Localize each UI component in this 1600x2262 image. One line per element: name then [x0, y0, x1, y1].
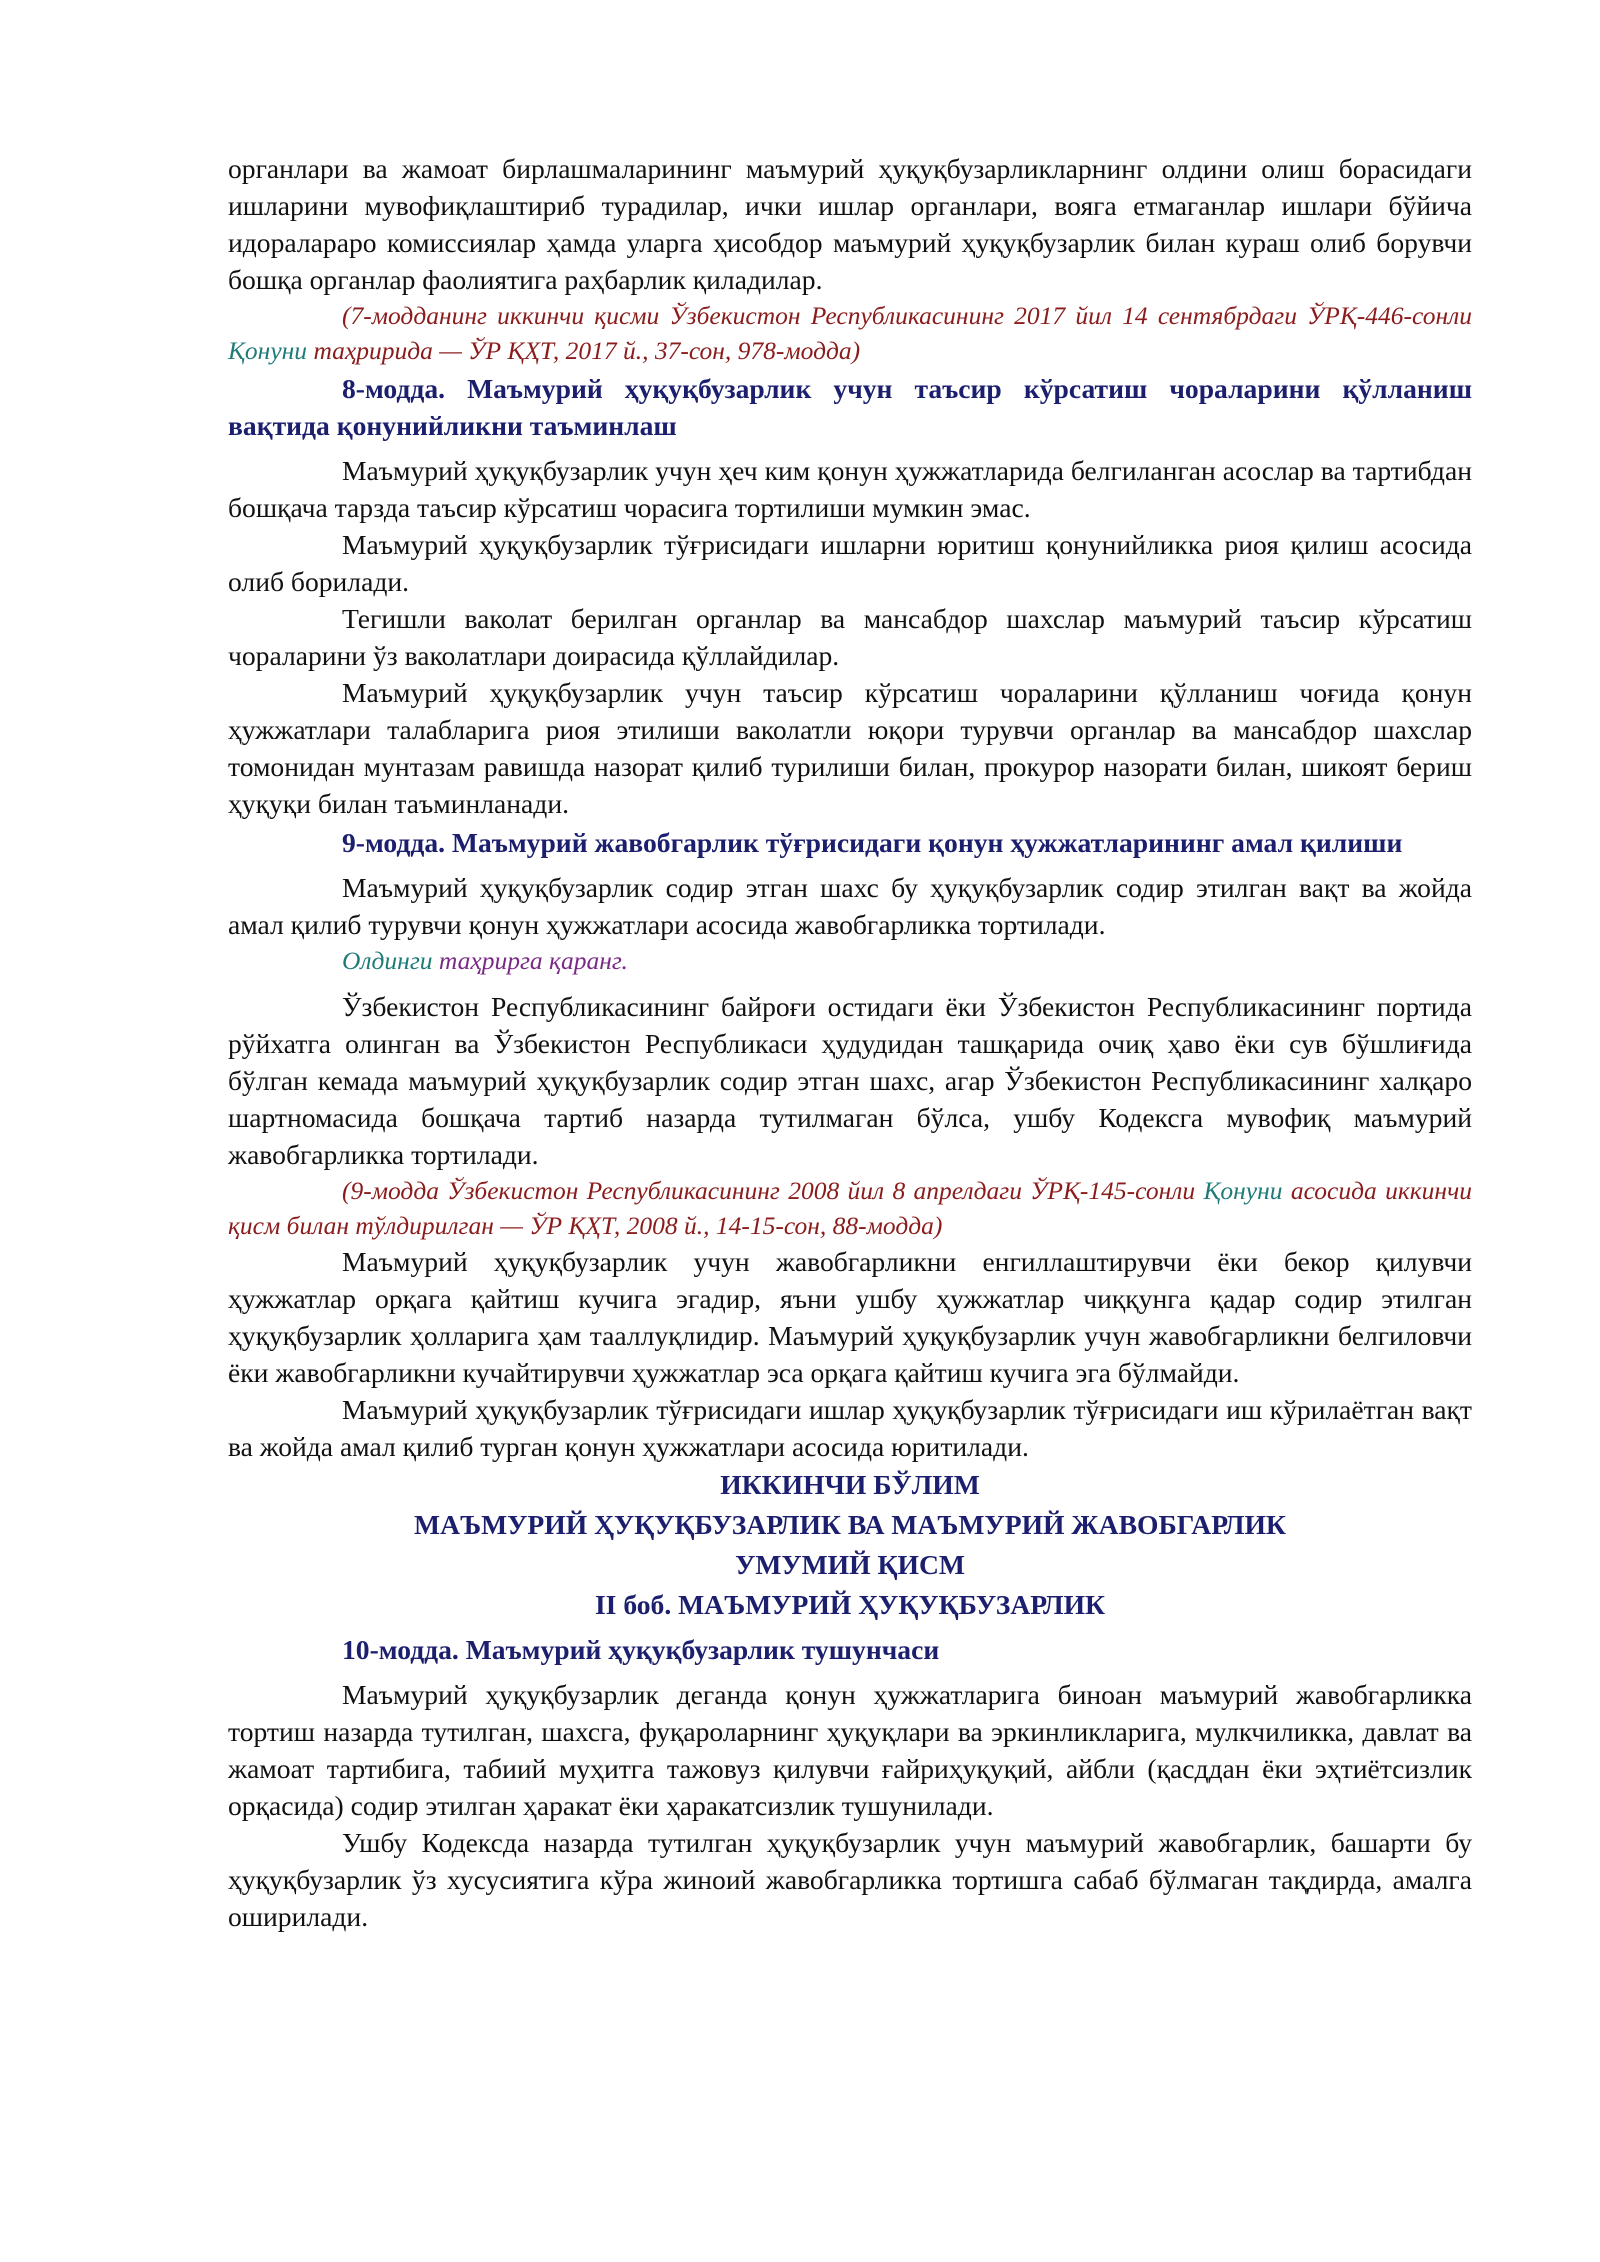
article-9-paragraph-4: Маъмурий ҳуқуқбузарлик тўғрисидаги ишлар ҳуқуқбузарлик тўғрисидаги иш кўрилаётган вақт ва жойда амал қилиб турган қонун ҳужжатлари асосида юритилади. — [228, 1394, 1472, 1462]
article-10-heading: 10-модда. Маъмурий ҳуқуқбузарлик тушунчаси — [342, 1634, 940, 1665]
section-title: ИККИНЧИ БЎЛИМ — [720, 1469, 980, 1500]
note-text: (9-модда Ўзбекистон Республикасининг 2008 йил 8 апрелдаги ЎРҚ-145-сонли — [342, 1176, 1204, 1205]
article-8-paragraph-1: Маъмурий ҳуқуқбузарлик учун ҳеч ким қонун ҳужжатларида белгиланган асослар ва тартибдан бошқача тарзда таъсир кўрсатиш чорасига тортилиши мумкин эмас. — [228, 455, 1472, 523]
article-9-paragraph-2: Ўзбекистон Республикасининг байроғи остидаги ёки Ўзбекистон Республикасининг портида рўйхатга олинган ва Ўзбекистон Республикаси ҳудудидан ташқарида очиқ ҳаво ёки сув бўшлиғида бўлган кемада маъмурий ҳуқуқбузарлик содир этган шахс, агар Ўзбекистон Республикасининг халқаро шартномасида бошқача тартиб назарда тутилмаган бўлса, ушбу Кодексга мувофиқ маъмурий жавобгарликка тортилади. — [228, 991, 1472, 1170]
part-title: УМУМИЙ ҚИСМ — [735, 1549, 965, 1580]
paragraph-continuation: органлари ва жамоат бирлашмаларининг маъмурий ҳуқуқбузарликларнинг олдини олиш борасидаги ишларини мувофиқлаштириб турадилар, ички ишлар органлари, вояга етмаганлар ишлари бўйича идоралараро комиссиялар ҳамда уларга ҳисобдор маъмурий ҳуқуқбузарлик билан кураш олиб борувчи бошқа органлар фаолиятига раҳбарлик қиладилар. — [228, 153, 1472, 295]
note-text: таҳририда — ЎР ҚҲТ, 2017 й., 37-сон, 978-модда) — [307, 336, 861, 365]
article-8-paragraph-2: Маъмурий ҳуқуқбузарлик тўғрисидаги ишларни юритиш қонунийликка риоя қилиш асосида олиб борилади. — [228, 529, 1472, 597]
article-8-heading: 8-модда. Маъмурий ҳуқуқбузарлик учун таъсир кўрсатиш чораларини қўлланиш вақтида қонунийликни таъминлаш — [228, 373, 1472, 441]
previous-edition-note — [228, 943, 1472, 978]
article-10-paragraph-1: Маъмурий ҳуқуқбузарлик деганда қонун ҳужжатларига биноан маъмурий жавобгарликка тортиш назарда тутилган, шахсга, фуқароларнинг ҳуқуқлари ва эркинликларига, мулкчиликка, давлат ва жамоат тартибига, табиий муҳитга тажовуз қилувчи ғайриҳуқуқий, айбли (қасддан ёки эҳтиётсизлик орқасида) содир этилган ҳаракат ёки ҳаракатсизлик тушунилади. — [228, 1679, 1472, 1821]
section-subtitle: МАЪМУРИЙ ҲУҚУҚБУЗАРЛИК ВА МАЪМУРИЙ ЖАВОБГАРЛИК — [414, 1509, 1286, 1540]
article-9-paragraph-1: Маъмурий ҳуқуқбузарлик содир этган шахс бу ҳуқуқбузарлик содир этилган вақт ва жойда амал қилиб турувчи қонун ҳужжатлари асосида жавобгарликка тортилади. — [228, 872, 1472, 940]
note-text: (7-модданинг иккинчи қисми Ўзбекистон Республикасининг 2017 йил 14 сентябрдаги ЎРҚ-446-сонли — [342, 301, 1472, 330]
previous-edition-link[interactable]: Олдинги — [342, 946, 433, 975]
article-10-paragraph-2: Ушбу Кодексда назарда тутилган ҳуқуқбузарлик учун маъмурий жавобгарлик, башарти бу ҳуқуқбузарлик ўз хусусиятига кўра жиноий жавобгарликка тортишга сабаб бўлмаган тақдирда, амалга оширилади. — [228, 1827, 1472, 1932]
chapter-title: II боб. МАЪМУРИЙ ҲУҚУҚБУЗАРЛИК — [594, 1589, 1106, 1620]
document-page — [228, 150, 1472, 1935]
article-9-heading: 9-модда. Маъмурий жавобгарлик тўғрисидаги қонун ҳужжатларининг амал қилиши — [342, 827, 1403, 858]
amendment-note-article-9 — [228, 1173, 1472, 1243]
article-9-paragraph-3: Маъмурий ҳуқуқбузарлик учун жавобгарликни енгиллаштирувчи ёки бекор қилувчи ҳужжатлар орқага қайтиш кучига эгадир, яъни ушбу ҳужжатлар чиққунга қадар содир этилган ҳуқуқбузарлик ҳолларига ҳам тааллуқлидир. Маъмурий ҳуқуқбузарлик учун жавобгарликни белгиловчи ёки жавобгарликни кучайтирувчи ҳужжатлар эса орқага қайтиш кучига эга бўлмайди. — [228, 1246, 1472, 1388]
note-text: асосида иккинчи қисм билан тўлдирилган — ЎР ҚҲТ, 2008 й., 14-15-сон, 88-модда) — [228, 1176, 1472, 1240]
law-link[interactable]: Қонуни — [1203, 1176, 1283, 1205]
see-edition-link[interactable]: таҳрирга қаранг. — [438, 946, 628, 975]
article-8-paragraph-4: Маъмурий ҳуқуқбузарлик учун таъсир кўрсатиш чораларини қўлланиш чоғида қонун ҳужжатлари талабларига риоя этилиши ваколатли юқори турувчи органлар ва мансабдор шахслар томонидан мунтазам равишда назорат қилиб турилиши билан, прокурор назорати билан, шикоят бериш ҳуқуқи билан таъминланади. — [228, 677, 1472, 819]
law-link[interactable]: Қонуни — [228, 336, 308, 365]
amendment-note-article-7 — [228, 298, 1472, 368]
article-8-paragraph-3: Тегишли ваколат берилган органлар ва мансабдор шахслар маъмурий таъсир кўрсатиш чораларини ўз ваколатлари доирасида қўллайдилар. — [228, 603, 1472, 671]
